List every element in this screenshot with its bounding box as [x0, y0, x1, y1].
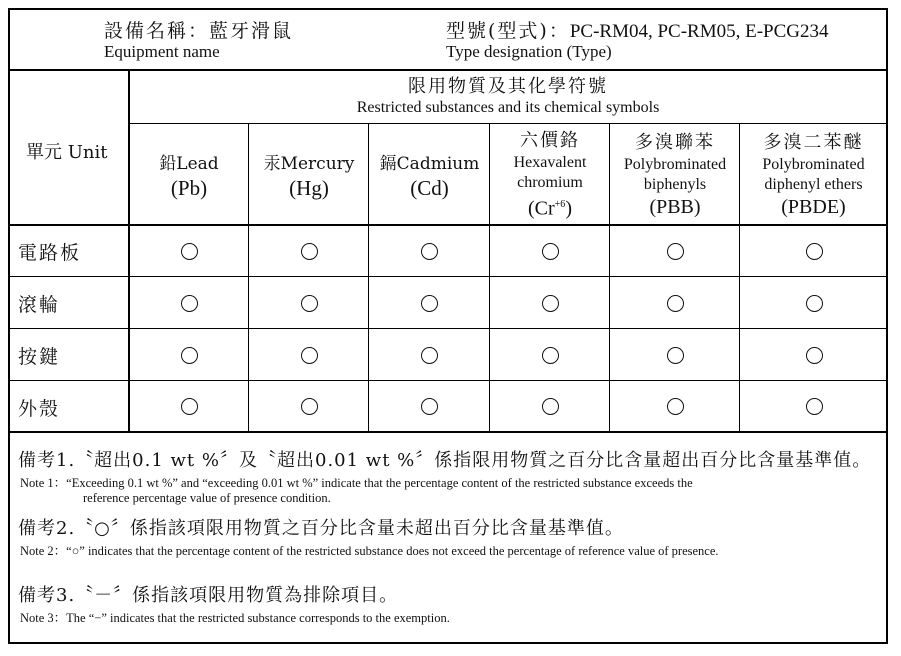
- circle-mark-icon: [542, 347, 559, 364]
- row-label-buttons: 按鍵: [18, 346, 61, 368]
- row-label-scroll-wheel: 滾輪: [18, 294, 61, 316]
- circle-mark-icon: [421, 347, 438, 364]
- note1-zh: 備考1.〝超出0.1 wt %〞及〝超出0.01 wt %〞係指限用物質之百分比含量超出百分比含量基準值。: [18, 450, 872, 471]
- compliance-mark-cell: [289, 335, 329, 375]
- compliance-mark-cell: [169, 386, 209, 426]
- compliance-mark-cell: [655, 335, 695, 375]
- row-label-circuit-board: 電路板: [18, 242, 82, 264]
- restricted-title-zh: 限用物質及其化學符號: [408, 75, 608, 97]
- circle-mark-icon: [667, 347, 684, 364]
- rohs-declaration-table: [8, 8, 888, 644]
- col-header-lead: 鉛Lead (Pb): [159, 153, 219, 200]
- compliance-mark-cell: [530, 335, 570, 375]
- rule-row-1: [10, 276, 886, 277]
- equipment-name-en: Equipment name: [104, 42, 220, 61]
- circle-mark-icon: [806, 295, 823, 312]
- rule-restricted-title: [129, 123, 886, 124]
- circle-mark-icon: [301, 243, 318, 260]
- circle-mark-icon: [181, 243, 198, 260]
- circle-mark-icon: [301, 295, 318, 312]
- compliance-mark-cell: [289, 231, 329, 271]
- circle-mark-icon: [421, 295, 438, 312]
- col-divider-5: [739, 124, 740, 431]
- note3-en: Note 3：The “−” indicates that the restricted substance corresponds to the exemption.: [20, 611, 450, 625]
- circle-mark-icon: [181, 398, 198, 415]
- compliance-mark-cell: [409, 386, 449, 426]
- restricted-title-en: Restricted substances and its chemical symbols: [356, 98, 660, 116]
- compliance-mark-cell: [409, 335, 449, 375]
- circle-mark-icon: [181, 295, 198, 312]
- circle-mark-icon: [667, 295, 684, 312]
- compliance-mark-cell: [169, 283, 209, 323]
- compliance-mark-cell: [169, 335, 209, 375]
- compliance-mark-cell: [655, 231, 695, 271]
- circle-mark-icon: [421, 243, 438, 260]
- type-prefix: 型號(型式)：: [446, 20, 570, 42]
- circle-mark-icon: [421, 398, 438, 415]
- col-header-cadmium: 鎘Cadmium (Cd): [379, 153, 480, 200]
- equipment-name-zh: 設備名稱：藍牙滑鼠: [104, 20, 294, 42]
- type-designation-zh: [446, 16, 829, 43]
- col-header-pbde: 多溴二苯醚 Polybrominated diphenyl ethers (PBDE): [762, 131, 865, 218]
- col-header-hexavalent-chromium: 六價鉻 Hexavalent chromium $(Cr^{+6})$: [513, 129, 587, 220]
- compliance-mark-cell: [794, 283, 834, 323]
- note2-en: Note 2：“○” indicates that the percentage content of the restricted substance does not exceed the percentage of reference value of presence.: [20, 544, 719, 558]
- compliance-mark-cell: [530, 386, 570, 426]
- row-label-housing: 外殼: [18, 398, 61, 420]
- compliance-mark-cell: [409, 231, 449, 271]
- type-designation-en: Type designation (Type): [446, 42, 612, 61]
- col-header-pbb: 多溴聯苯 Polybrominated biphenyls (PBB): [623, 131, 727, 218]
- compliance-mark-cell: [530, 231, 570, 271]
- compliance-mark-cell: [794, 231, 834, 271]
- rule-row-2: [10, 328, 886, 329]
- circle-mark-icon: [542, 243, 559, 260]
- circle-mark-icon: [806, 243, 823, 260]
- col-divider-2: [368, 124, 369, 431]
- circle-mark-icon: [542, 295, 559, 312]
- compliance-mark-cell: [655, 283, 695, 323]
- compliance-mark-cell: [794, 386, 834, 426]
- circle-mark-icon: [667, 243, 684, 260]
- compliance-mark-cell: [409, 283, 449, 323]
- note1-en-line2: reference percentage value of presence condition.: [83, 491, 331, 505]
- compliance-mark-cell: [289, 283, 329, 323]
- circle-mark-icon: [806, 347, 823, 364]
- note2-zh: 備考2.〝○〞係指該項限用物質之百分比含量未超出百分比含量基準值。: [18, 518, 624, 539]
- circle-mark-icon: [301, 347, 318, 364]
- col-divider-3: [489, 124, 490, 431]
- compliance-mark-cell: [655, 386, 695, 426]
- compliance-mark-cell: [794, 335, 834, 375]
- rule-row-3: [10, 380, 886, 381]
- circle-mark-icon: [667, 398, 684, 415]
- circle-mark-icon: [806, 398, 823, 415]
- circle-mark-icon: [301, 398, 318, 415]
- unit-label: 單元 Unit: [26, 142, 108, 163]
- note1-en-line1: Note 1：“Exceeding 0.1 wt %” and “exceeding 0.01 wt %” indicate that the percentage content of the restricted substance exceeds the: [20, 476, 693, 490]
- rule-table-bottom: [10, 431, 886, 433]
- note3-zh: 備考3.〝－〞係指該項限用物質為排除項目。: [18, 585, 399, 606]
- rule-columns-bottom: [10, 224, 886, 226]
- compliance-mark-cell: [169, 231, 209, 271]
- col-divider-1: [248, 124, 249, 431]
- col-divider-4: [609, 124, 610, 431]
- compliance-mark-cell: [530, 283, 570, 323]
- circle-mark-icon: [542, 398, 559, 415]
- type-value: PC-RM04, PC-RM05, E-PCG234: [569, 21, 829, 42]
- circle-mark-icon: [181, 347, 198, 364]
- restricted-substances-title: [130, 70, 886, 123]
- col-header-mercury: 汞Mercury (Hg): [263, 153, 355, 200]
- compliance-mark-cell: [289, 386, 329, 426]
